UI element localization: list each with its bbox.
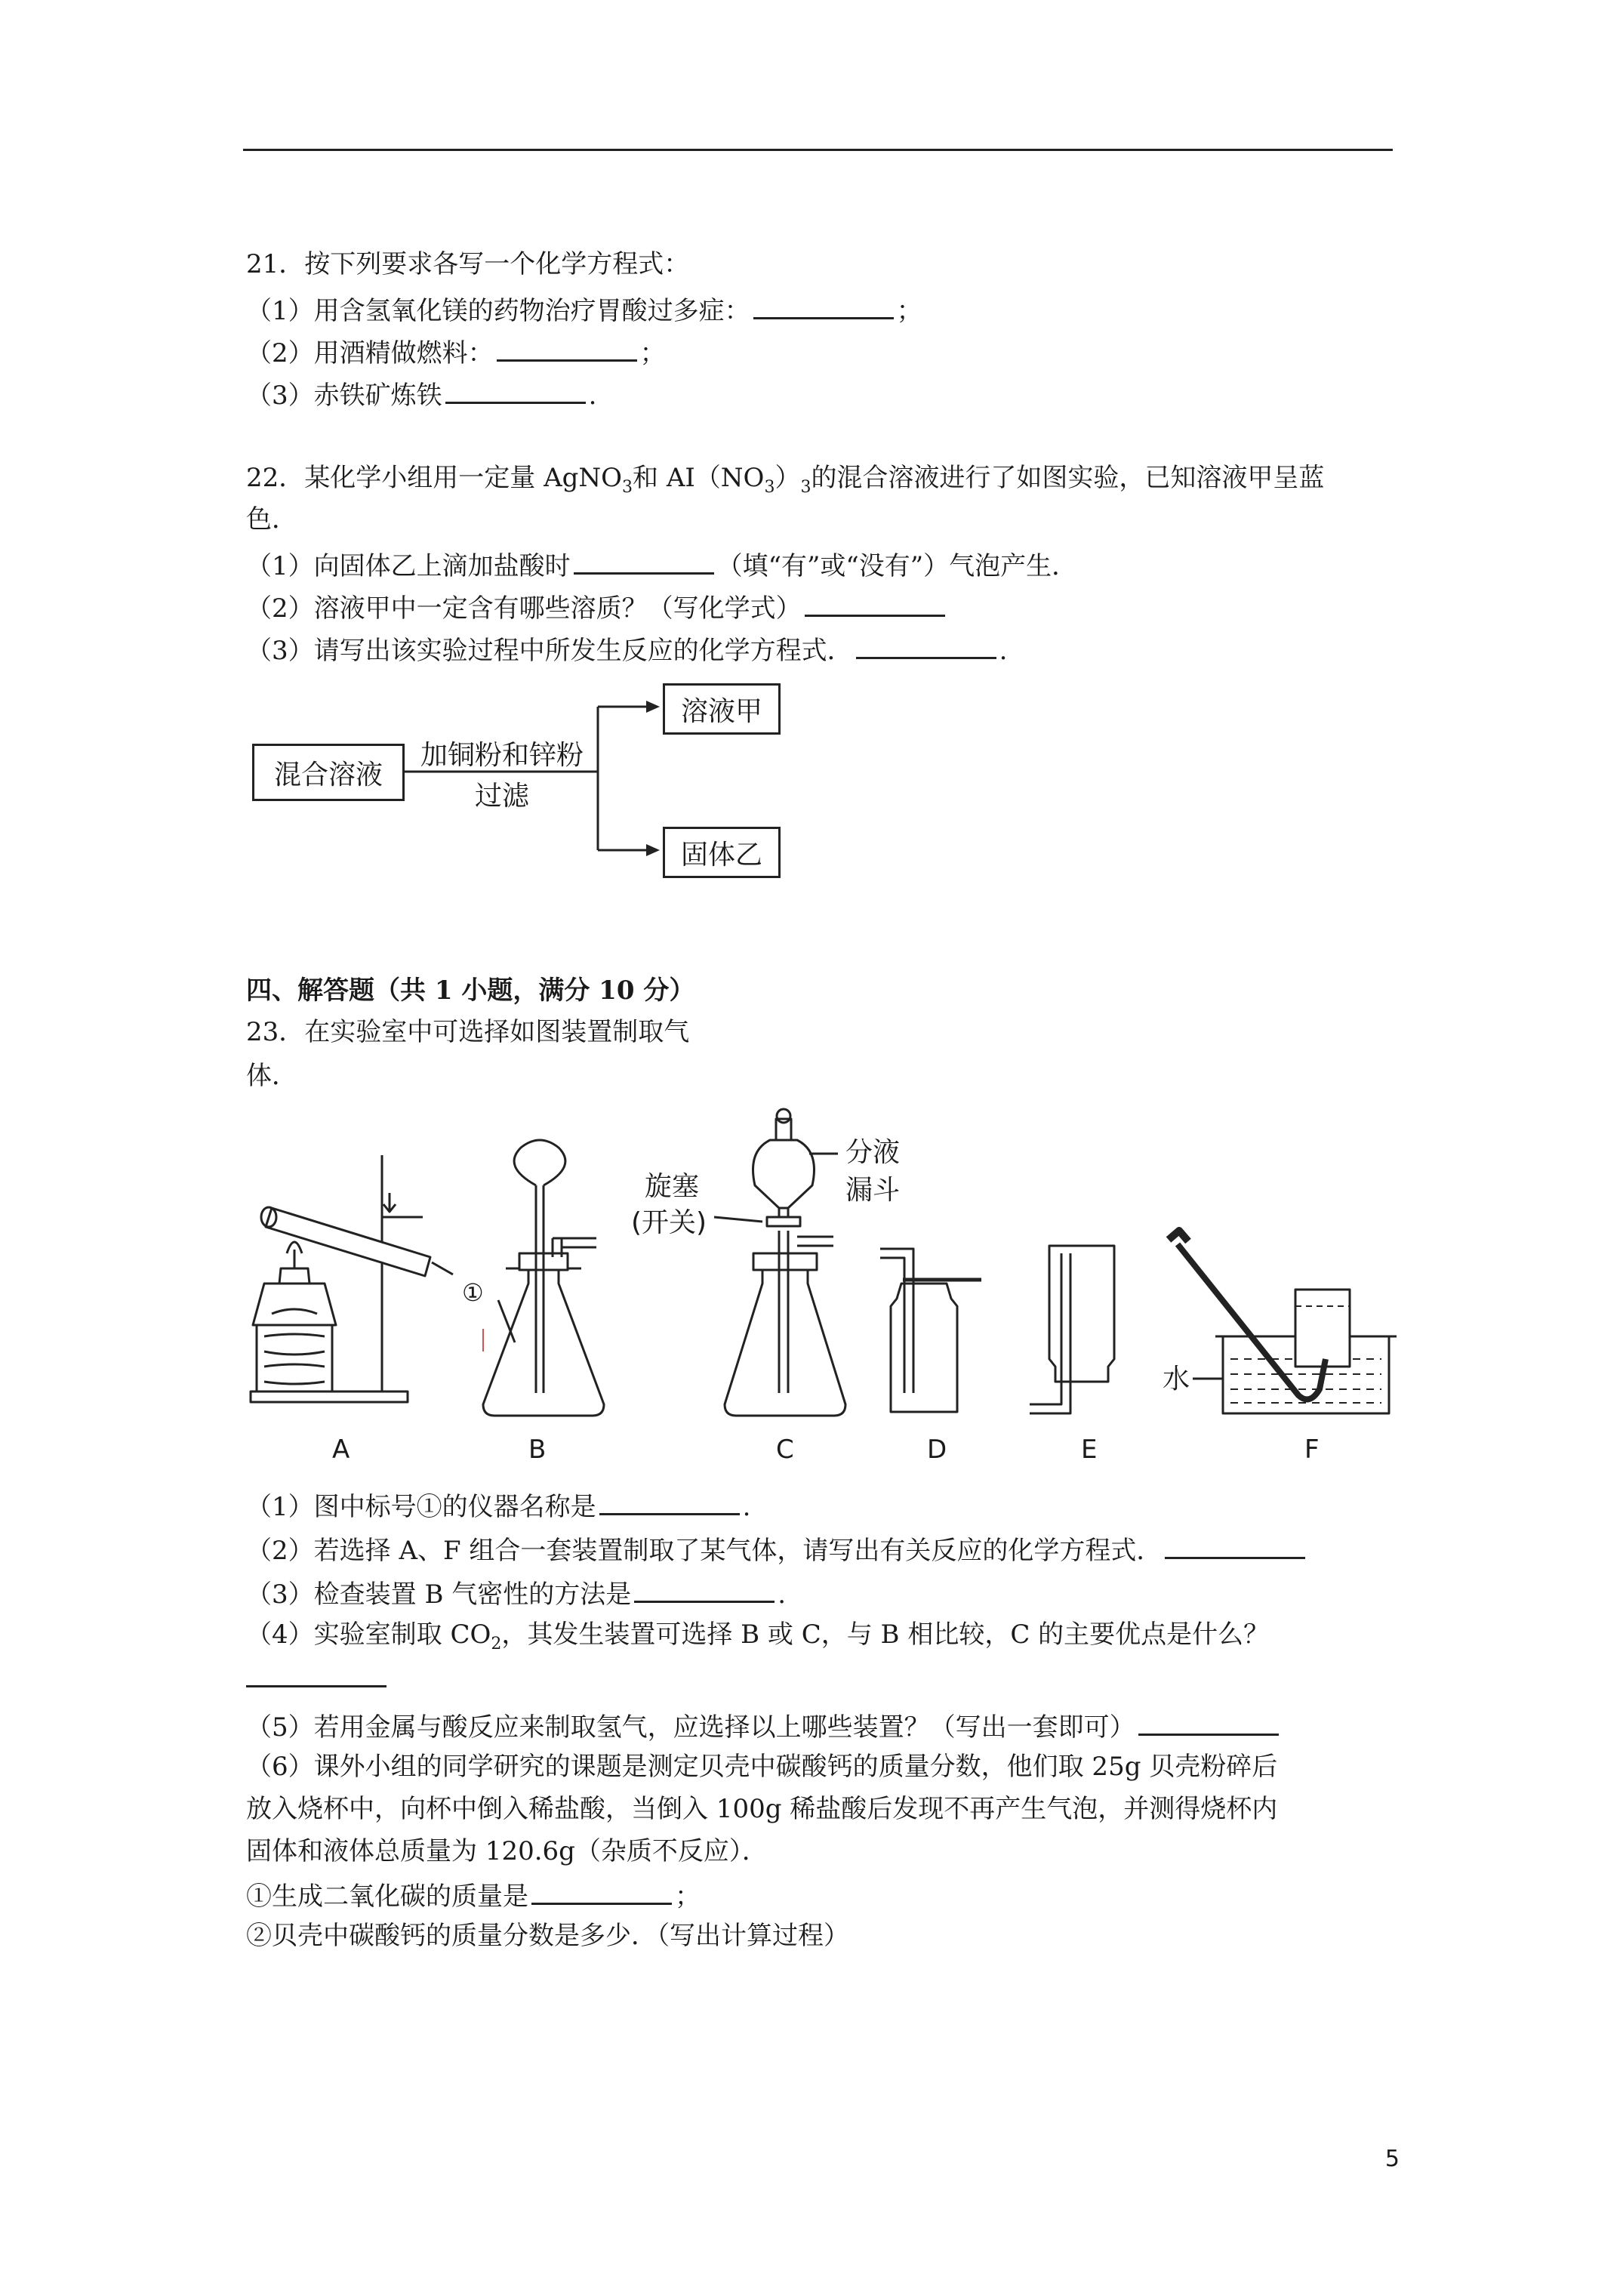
section-heading: 四、解答题（共 1 小题，满分 10 分） (246, 975, 695, 1006)
q22-text: 和 AI（NO (633, 463, 765, 493)
q23-item-4-text: （4）实验室制取 CO (246, 1620, 491, 1650)
q22-text: 的混合溶液进行了如图实验，已知溶液甲呈蓝 (811, 463, 1325, 493)
q22-text: 22．某化学小组用一定量 AgNO (246, 463, 623, 493)
apparatus-a (251, 1155, 453, 1402)
q23-item-5 (246, 1708, 1282, 1744)
q23-item-2 (246, 1531, 1308, 1567)
stopcock-label-2: (开关) (631, 1207, 707, 1238)
label-d: D (927, 1435, 947, 1465)
page-number: 5 (1384, 2146, 1400, 2172)
flow-start-label: 混合溶液 (273, 759, 383, 791)
label-a: A (332, 1435, 350, 1465)
q23-item-6-line-3: 固体和液体总质量为 120.6g（杂质不反应）． (246, 1836, 768, 1866)
q23-item-4-tail: ，其发生装置可选择 B 或 C，与 B 相比较，C 的主要优点是什么？ (501, 1620, 1270, 1650)
label-e: E (1081, 1435, 1098, 1465)
q23-sub-2: ②贝壳中碳酸钙的质量分数是多少．（写出计算过程） (246, 1921, 849, 1951)
stopcock-label-1: 旋塞 (645, 1171, 700, 1202)
q21-item-1-text: （1）用含氢氧化镁的药物治疗胃酸过多症： (246, 296, 750, 326)
label-f: F (1304, 1435, 1320, 1465)
subscript: 3 (764, 477, 775, 497)
q23-item-3 (246, 1575, 786, 1611)
q21-item-1-tail: ； (896, 296, 922, 326)
q23-item-1-text: （1）图中标号①的仪器名称是 (246, 1492, 596, 1522)
subscript: 2 (491, 1634, 502, 1653)
answer-blank[interactable] (634, 1575, 775, 1603)
q21-item-2-text: （2）用酒精做燃料： (246, 338, 494, 368)
q22-item-1-tail: （填“有”或“没有”）气泡产生． (716, 551, 1078, 581)
apparatus-b (483, 1140, 604, 1416)
water-label: 水 (1163, 1364, 1190, 1395)
q21-title: 21．按下列要求各写一个化学方程式： (246, 249, 690, 279)
subscript: 3 (800, 477, 812, 497)
marker-one-label: ① (462, 1278, 484, 1307)
q23-sub-1-tail: ； (675, 1881, 701, 1912)
q23-item-4-answer (246, 1660, 390, 1696)
q23-item-6-line-1: （6）课外小组的同学研究的课题是测定贝壳中碳酸钙的质量分数，他们取 25g 贝壳粉碎后 (246, 1752, 1278, 1782)
q23-item-3-tail: . (778, 1579, 787, 1610)
q23-item-3-text: （3）检查装置 B 气密性的方法是 (246, 1579, 632, 1610)
answer-blank[interactable] (246, 1660, 387, 1687)
q22-item-3-text: （3）请写出该实验过程中所发生反应的化学方程式． (246, 636, 853, 666)
q22-item-1-text: （1）向固体乙上滴加盐酸时 (246, 551, 571, 581)
q22-item-2-text: （2）溶液甲中一定含有哪些溶质？（写化学式） (246, 593, 802, 624)
apparatus-c (725, 1109, 845, 1416)
q23-sub-1-text: ①生成二氧化碳的质量是 (246, 1881, 528, 1912)
q21-item-3-tail: . (588, 381, 597, 411)
q23-item-2-text: （2）若选择 A、F 组合一套装置制取了某气体，请写出有关反应的化学方程式． (246, 1536, 1163, 1566)
q23-item-4 (246, 1618, 1269, 1651)
flow-out1-label: 溶液甲 (680, 695, 762, 727)
apparatus-f (1169, 1231, 1397, 1413)
q23-line-2: 体． (246, 1061, 297, 1091)
subscript: 3 (622, 477, 633, 497)
answer-blank[interactable] (1165, 1531, 1305, 1559)
answer-blank[interactable] (599, 1487, 740, 1515)
q23-line-1: 23．在实验室中可选择如图装置制取气 (246, 1017, 690, 1047)
q21-item-2-tail: ； (639, 338, 666, 368)
apparatus-d (880, 1249, 981, 1412)
q22-text: ） (775, 463, 801, 493)
q22-item-3-tail: . (999, 636, 1008, 666)
q23-item-5-text: （5）若用金属与酸反应来制取氢气，应选择以上哪些装置？（写出一套即可） (246, 1712, 1135, 1743)
flow-step-bottom: 过滤 (474, 781, 529, 812)
answer-blank[interactable] (531, 1877, 672, 1905)
q22-line-2: 色． (246, 504, 297, 535)
flow-out2-label: 固体乙 (680, 839, 762, 871)
q21-item-3-text: （3）赤铁矿炼铁 (246, 381, 442, 411)
funnel-label-2: 漏斗 (845, 1175, 901, 1206)
flow-step-top: 加铜粉和锌粉 (420, 740, 584, 771)
q23-sub-1 (246, 1877, 701, 1913)
q23-item-6-line-2: 放入烧杯中，向杯中倒入稀盐酸，当倒入 100g 稀盐酸后发现不再产生气泡，并测得烧杯内 (246, 1794, 1278, 1824)
label-b: B (528, 1435, 547, 1465)
funnel-label-1: 分液 (845, 1137, 901, 1168)
q23-item-1 (246, 1487, 750, 1524)
apparatus-e (1030, 1246, 1114, 1413)
label-c: C (776, 1435, 794, 1465)
q23-item-1-tail: . (742, 1492, 751, 1522)
answer-blank[interactable] (1138, 1708, 1279, 1736)
